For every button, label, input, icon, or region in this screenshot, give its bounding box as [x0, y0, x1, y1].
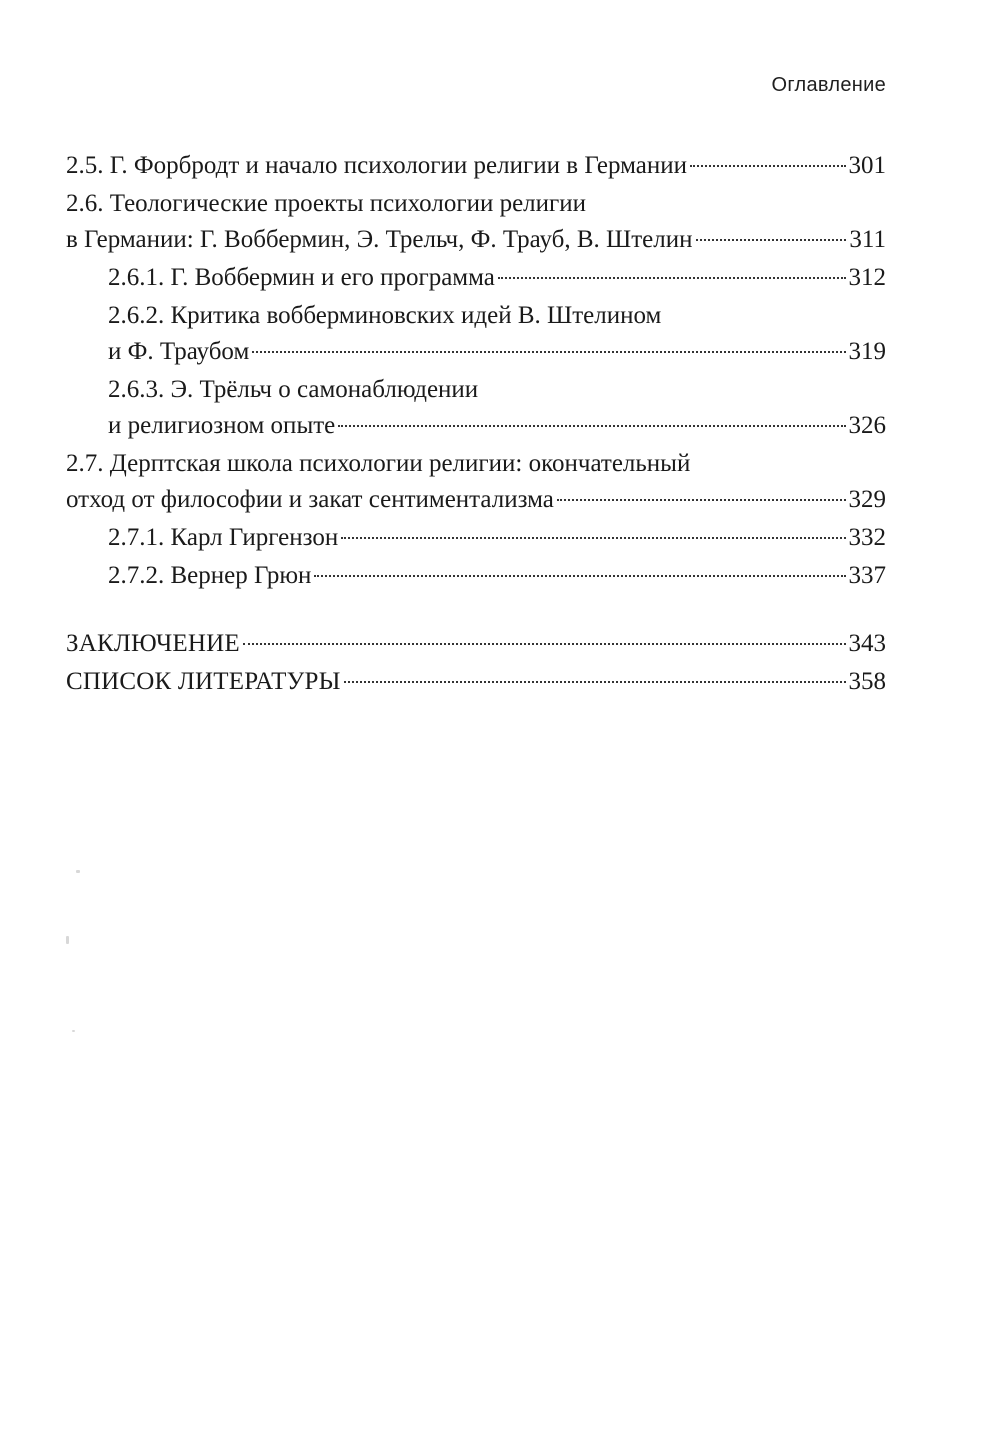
toc-entry-title: и Ф. Траубом	[108, 338, 250, 365]
dot-leader	[314, 575, 845, 577]
dot-leader	[696, 239, 847, 241]
toc-entry[interactable]	[66, 260, 886, 298]
toc-entry[interactable]	[66, 372, 886, 446]
toc-entry[interactable]	[66, 664, 886, 702]
toc-page-number: 332	[848, 524, 886, 551]
toc-entry[interactable]	[66, 298, 886, 372]
toc-entry[interactable]	[66, 148, 886, 186]
toc-entry-row	[108, 520, 886, 556]
toc-entry-row	[66, 482, 886, 518]
table-of-contents	[66, 148, 886, 702]
toc-entry-title: СПИСОК ЛИТЕРАТУРЫ	[66, 668, 341, 695]
toc-page-number: 301	[848, 152, 886, 179]
toc-entry-row	[108, 408, 886, 444]
toc-page-number: 312	[848, 264, 886, 291]
toc-entry-title: в Германии: Г. Воббермин, Э. Трельч, Ф. Трауб, В. Штелин	[66, 226, 693, 253]
toc-page-number: 319	[848, 338, 886, 365]
toc-entry[interactable]	[66, 186, 886, 260]
toc-entry-row	[66, 664, 886, 700]
dot-leader	[252, 351, 845, 353]
toc-page-number: 311	[849, 226, 886, 253]
toc-entry[interactable]	[66, 520, 886, 558]
toc-entry-title: 2.5. Г. Форбродт и начало психологии религии в Германии	[66, 152, 687, 179]
toc-entry[interactable]	[66, 626, 886, 664]
toc-page-number: 329	[848, 486, 886, 513]
running-head: Оглавление	[771, 74, 886, 96]
toc-entry-title-line: 2.6.2. Критика вобберминовских идей В. Штелином	[108, 302, 662, 329]
toc-entry-title: и религиозном опыте	[108, 412, 336, 439]
toc-page-number: 343	[848, 630, 886, 657]
toc-entry-title-line: 2.6.3. Э. Трёльч о самонаблюдении	[108, 376, 479, 403]
toc-entry-title: отход от философии и закат сентиментализма	[66, 486, 554, 513]
dot-leader	[344, 681, 846, 683]
scan-marks	[62, 850, 82, 1100]
toc-entry-row	[108, 558, 886, 594]
toc-entry[interactable]	[66, 446, 886, 520]
toc-page-number: 358	[848, 668, 886, 695]
dot-leader	[243, 643, 846, 645]
toc-entry-row	[66, 148, 886, 184]
toc-entry-row	[66, 626, 886, 662]
toc-page-number: 337	[848, 562, 886, 589]
dot-leader	[341, 537, 845, 539]
toc-entry-row	[66, 222, 886, 258]
toc-entry-row	[108, 260, 886, 296]
dot-leader	[338, 425, 845, 427]
toc-entry-row	[108, 334, 886, 370]
toc-entry-title-line: 2.6. Теологические проекты психологии религии	[66, 190, 587, 217]
toc-entry-title: ЗАКЛЮЧЕНИЕ	[66, 630, 240, 657]
toc-entry-title: 2.6.1. Г. Воббермин и его программа	[108, 264, 495, 291]
toc-entry-title: 2.7.2. Вернер Грюн	[108, 562, 312, 589]
dot-leader	[690, 165, 846, 167]
dot-leader	[498, 277, 846, 279]
toc-entry[interactable]	[66, 558, 886, 596]
dot-leader	[557, 499, 846, 501]
toc-page-number: 326	[848, 412, 886, 439]
toc-entry-title: 2.7.1. Карл Гиргензон	[108, 524, 339, 551]
toc-entry-title-line: 2.7. Дерптская школа психологии религии: окончательный	[66, 450, 691, 477]
